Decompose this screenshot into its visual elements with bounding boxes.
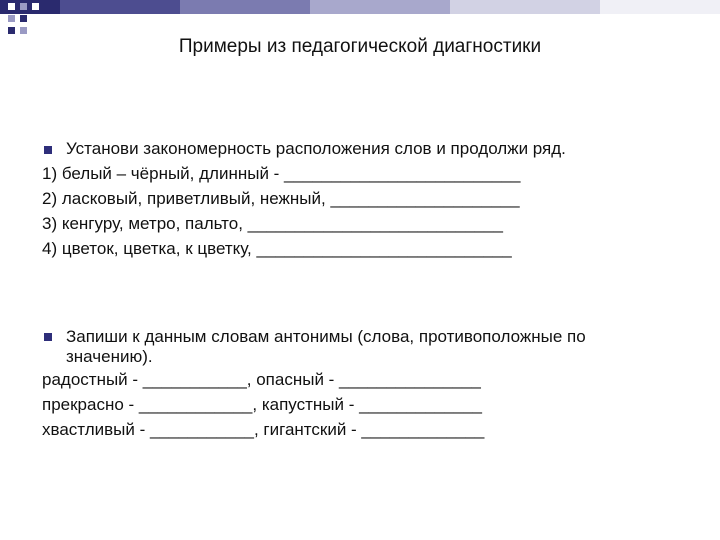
header-decoration xyxy=(0,0,720,40)
decor-square xyxy=(32,3,39,10)
square-bullet-icon xyxy=(44,146,52,154)
task-2 xyxy=(42,325,672,442)
header-band-5 xyxy=(450,0,600,14)
task-2-line: радостный - ___________, опасный - _______________ xyxy=(42,370,481,389)
task-2-prompt: Запиши к данным словам антонимы (слова, противоположные по значению). xyxy=(66,327,586,366)
task-1-line: 2) ласковый, приветливый, нежный, ____________________ xyxy=(42,189,520,208)
decor-square xyxy=(8,15,15,22)
decor-square xyxy=(20,3,27,10)
task-2-line: хвастливый - ___________, гигантский - _____________ xyxy=(42,420,485,439)
task-1-line: 1) белый – чёрный, длинный - _________________________ xyxy=(42,164,521,183)
decor-square xyxy=(20,15,27,22)
task-1-line: 3) кенгуру, метро, пальто, ___________________________ xyxy=(42,214,503,233)
task-2-line: прекрасно - ____________, капустный - _____________ xyxy=(42,395,482,414)
header-band-3 xyxy=(180,0,310,14)
square-bullet-icon xyxy=(44,333,52,341)
header-band-4 xyxy=(310,0,450,14)
task-1 xyxy=(42,136,682,261)
task-2-prompt-row xyxy=(42,325,672,367)
task-1-prompt: Установи закономерность расположения слов и продолжи ряд. xyxy=(66,139,566,158)
header-band-2 xyxy=(60,0,180,14)
header-band-6 xyxy=(600,0,720,14)
task-1-prompt-row xyxy=(42,136,682,161)
slide-title: Примеры из педагогической диагностики xyxy=(178,36,542,57)
task-1-line: 4) цветок, цветка, к цветку, ___________________________ xyxy=(42,239,512,258)
decor-square xyxy=(8,27,15,34)
decor-square xyxy=(20,27,27,34)
decor-square xyxy=(8,3,15,10)
